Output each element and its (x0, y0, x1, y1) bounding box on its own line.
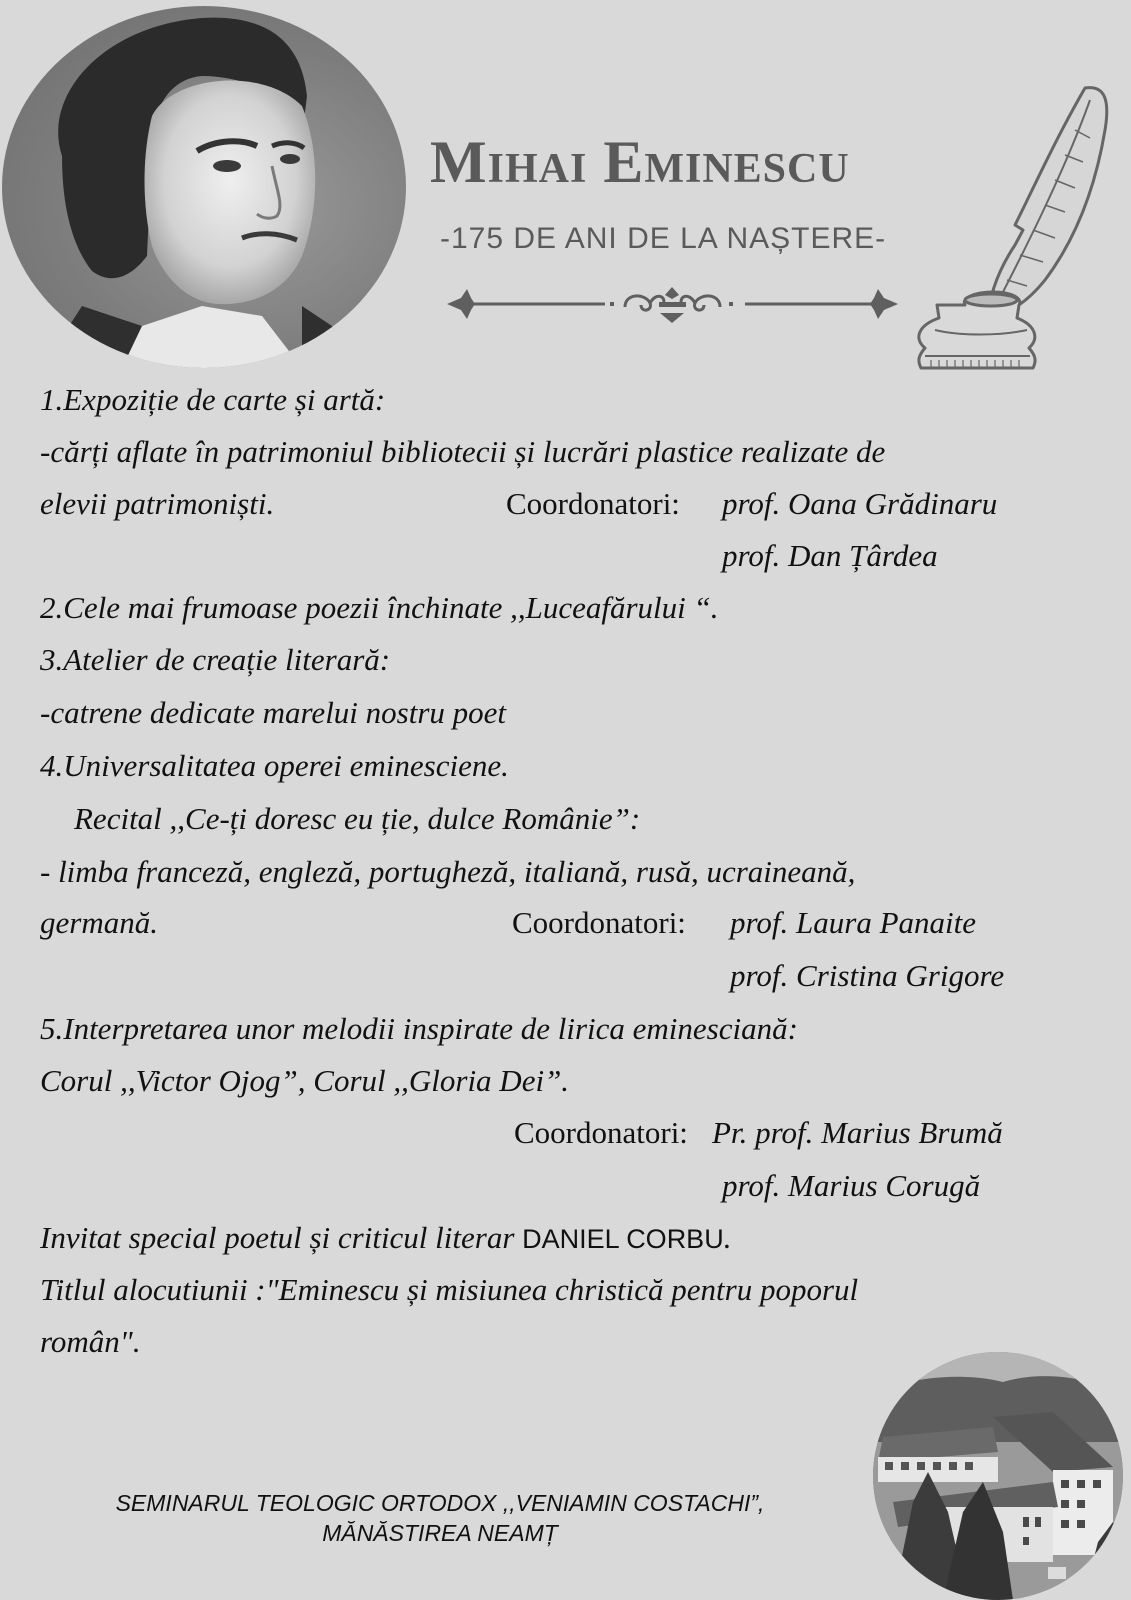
institution-name: SEMINARUL TEOLOGIC ORTODOX ,,VENIAMIN COSTACHI”, (115, 1490, 765, 1516)
item5-coordinator-1: Pr. prof. Marius Brumă (712, 1115, 1003, 1150)
item3-heading: 3.Atelier de creație literară: (40, 642, 391, 677)
item4-heading: 4.Universalitatea operei eminesciene. (40, 748, 509, 783)
item5-choirs: Corul ,,Victor Ojog”, Corul ,,Gloria Dei”. (40, 1063, 570, 1098)
page-subtitle: -175 DE ANI DE LA NAȘTERE- (440, 222, 887, 255)
portrait-photo (2, 6, 406, 368)
item4-languages: - limba franceză, engleză, portugheză, italiană, rusă, ucraineană, (40, 854, 856, 889)
item1-description: -cărți aflate în patrimoniul bibliotecii și lucrări plastice realizate de (40, 434, 886, 469)
item4-languages-cont: germană. (40, 905, 158, 940)
ornamental-divider-icon (445, 285, 900, 325)
special-guest-prefix: Invitat special poetul și criticul literar (40, 1220, 523, 1255)
item4-coordinator-1: prof. Laura Panaite (730, 905, 977, 940)
special-guest-suffix: . (723, 1220, 732, 1255)
item1-coordinator-1: prof. Oana Grădinaru (722, 486, 998, 521)
quill-inkwell-icon (905, 80, 1120, 370)
institution-footer (40, 1488, 840, 1548)
item3-description: -catrene dedicate marelui nostru poet (40, 695, 507, 730)
talk-title-cont: român". (40, 1324, 141, 1359)
item1-heading: 1.Expoziție de carte și artă: (40, 382, 386, 417)
item5-coordinators-label: Coordonatori: (514, 1115, 688, 1150)
seminary-building-photo (873, 1352, 1123, 1600)
special-guest-name: DANIEL CORBU (522, 1224, 724, 1254)
item2-heading: 2.Cele mai frumoase poezii închinate ,,Luceafărului “. (40, 590, 719, 625)
item4-recital: Recital ,,Ce-ți doresc eu ție, dulce Românie”: (74, 801, 641, 836)
item5-heading: 5.Interpretarea unor melodii inspirate de lirica eminesciană: (40, 1011, 798, 1046)
institution-location: MĂNĂSTIREA NEAMȚ (322, 1520, 558, 1546)
item1-coordinator-2: prof. Dan Țârdea (722, 538, 938, 573)
special-guest (40, 1218, 731, 1259)
page-title: Mihai Eminescu (430, 129, 850, 195)
item5-coordinator-2: prof. Marius Corugă (722, 1168, 981, 1203)
building-icon (873, 1352, 1123, 1600)
item4-coordinators-label: Coordonatori: (512, 905, 686, 940)
item1-coordinators-label: Coordonatori: (506, 486, 680, 521)
item1-description-cont: elevii patrimoniști. (40, 486, 275, 521)
portrait-icon (2, 6, 406, 368)
item4-coordinator-2: prof. Cristina Grigore (730, 958, 1005, 993)
talk-title: Titlul alocutiunii :"Eminescu și misiunea christică pentru poporul (40, 1272, 859, 1307)
